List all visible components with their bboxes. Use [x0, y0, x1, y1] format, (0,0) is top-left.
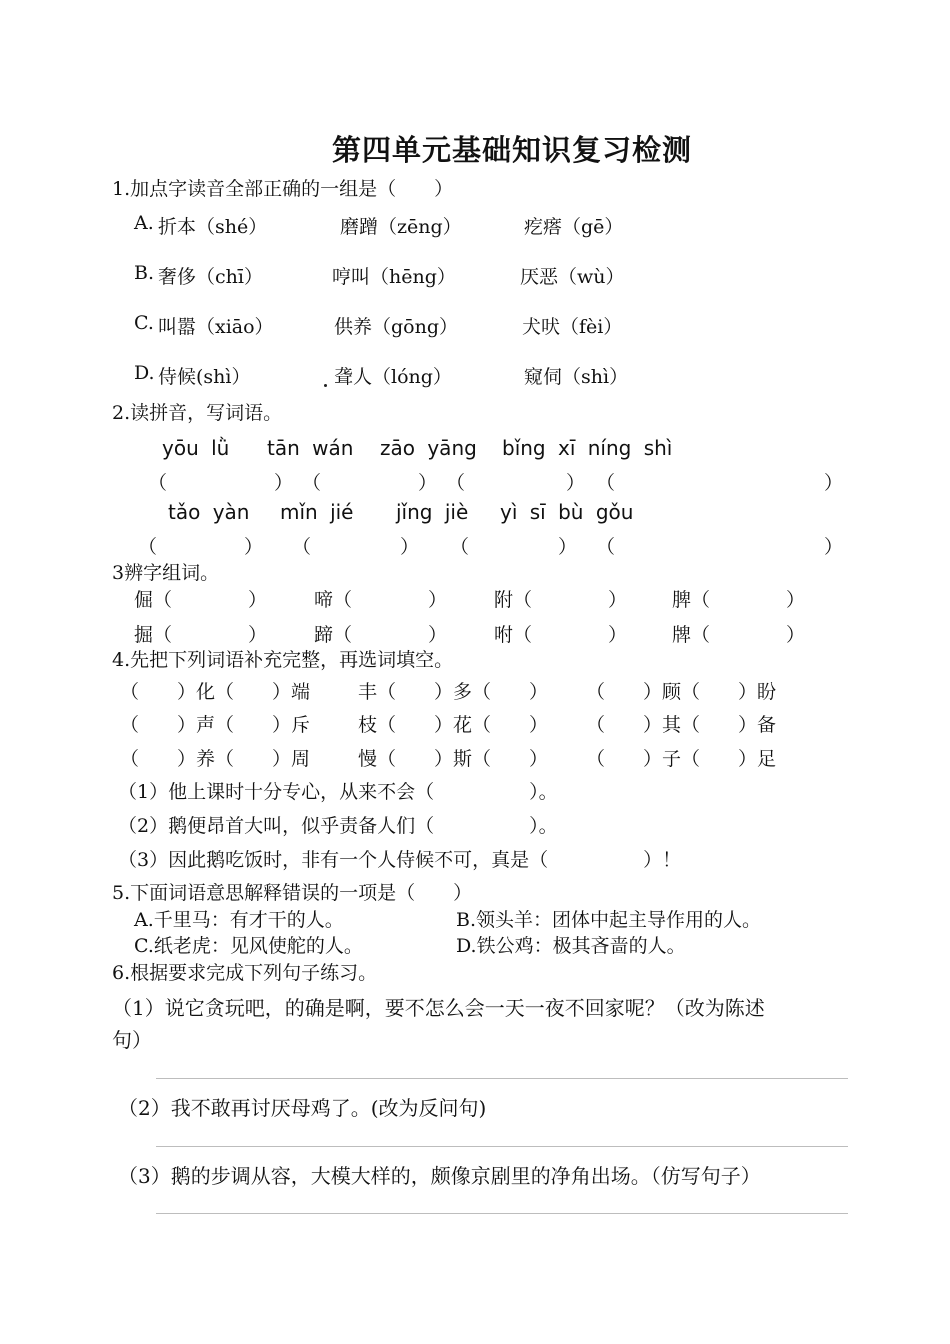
q1-option-d-3: 窥伺（shì）: [524, 366, 629, 388]
q3-stem: 3辨字组词。: [112, 562, 220, 584]
q6-answer-line-3[interactable]: [156, 1213, 848, 1214]
q3-item-5: 掘（ ）: [134, 624, 268, 646]
q6-item-1-line-1: （1）说它贪玩吧，的确是啊，要不怎么会一天一夜不回家呢？（改为陈述: [112, 996, 765, 1020]
q1-option-b-2: 哼叫（hēng）: [332, 266, 456, 288]
q4-idiom-9: （ ）子（ ）足: [586, 748, 777, 770]
q2-blank-1-open: （: [148, 472, 168, 494]
q2-pinyin-7: jǐng jiè: [396, 500, 469, 524]
q6-item-3: （3）鹅的步调从容，大模大样的，颇像京剧里的净角出场。（仿写句子）: [118, 1164, 761, 1188]
q1-option-d-label: D.: [134, 362, 155, 384]
q4-fill-3: （3）因此鹅吃饭时，非有一个人侍候不可，真是（ ）！: [118, 849, 682, 871]
q1-option-d-1: 侍候(shì）: [158, 366, 251, 388]
q4-idiom-4: （ ）声（ ）斥: [120, 714, 311, 736]
q6-item-2: （2）我不敢再讨厌母鸡了。(改为反问句): [118, 1096, 487, 1120]
q3-item-8: 牌（ ）: [672, 624, 806, 646]
page-title: 第四单元基础知识复习检测: [331, 133, 692, 167]
q2-blank-4-open: （: [596, 472, 616, 494]
q2-pinyin-5: tǎo yàn: [168, 500, 250, 524]
q5-option-d: D.铁公鸡：极其吝啬的人。: [456, 935, 686, 957]
q5-option-c: C.纸老虎：见风使舵的人。: [134, 935, 363, 957]
q4-idiom-8: 慢（ ）斯（ ）: [358, 748, 549, 770]
q4-fill-1: （1）他上课时十分专心，从来不会（ ）。: [118, 781, 558, 803]
q3-item-7: 咐（ ）: [494, 624, 628, 646]
q2-blank-3-open: （: [446, 472, 466, 494]
q2-blank-1-close: ）: [274, 472, 294, 494]
q2-pinyin-4: bǐng xī níng shì: [502, 436, 673, 460]
q4-idiom-1: （ ）化（ ）端: [120, 681, 311, 703]
q2-pinyin-3: zāo yāng: [380, 436, 477, 460]
q4-fill-2: （2）鹅便昂首大叫，似乎责备人们（ ）。: [118, 815, 558, 837]
emphasis-dot: [324, 384, 327, 387]
q1-option-c-2: 供养（gōng）: [334, 316, 459, 338]
q2-blank-2-close: ）: [418, 472, 438, 494]
q4-idiom-5: 枝（ ）花（ ）: [358, 714, 549, 736]
q1-option-a-2: 磨蹭（zēng）: [340, 216, 462, 238]
q4-idiom-7: （ ）养（ ）周: [120, 748, 311, 770]
q3-item-1: 倔（ ）: [134, 589, 268, 611]
q2-blank-8-close: ）: [824, 536, 844, 558]
q2-stem: 2.读拼音，写词语。: [112, 402, 283, 424]
q3-item-3: 附（ ）: [494, 589, 628, 611]
q6-answer-line-1[interactable]: [156, 1078, 848, 1079]
q2-pinyin-1: yōu lǜ: [162, 436, 230, 460]
q1-option-a-3: 疙瘩（gē）: [524, 216, 624, 238]
q1-stem: 1.加点字读音全部正确的一组是（ ）: [112, 178, 454, 200]
q2-blank-3-close: ）: [566, 472, 586, 494]
q5-option-b: B.领头羊：团体中起主导作用的人。: [456, 909, 762, 931]
q1-option-b-label: B.: [134, 262, 155, 284]
q2-blank-6-close: ）: [400, 536, 420, 558]
q1-option-a-label: A.: [134, 212, 154, 234]
q2-blank-6-open: （: [292, 536, 312, 558]
q1-option-b-3: 厌恶（wù）: [520, 266, 625, 288]
q2-blank-8-open: （: [596, 536, 616, 558]
q2-blank-2-open: （: [302, 472, 322, 494]
q4-idiom-3: （ ）顾（ ）盼: [586, 681, 777, 703]
q2-blank-7-close: ）: [558, 536, 578, 558]
q2-pinyin-8: yì sī bù gǒu: [500, 500, 634, 524]
q2-blank-7-open: （: [450, 536, 470, 558]
q2-blank-5-close: ）: [244, 536, 264, 558]
q4-stem: 4.先把下列词语补充完整，再选词填空。: [112, 649, 454, 671]
q1-option-d-2: 聋人（lóng）: [334, 366, 452, 388]
q3-item-2: 啼（ ）: [314, 589, 448, 611]
q1-option-b-1: 奢侈（chī）: [158, 266, 263, 288]
q4-idiom-6: （ ）其（ ）备: [586, 714, 777, 736]
q3-item-6: 蹄（ ）: [314, 624, 448, 646]
q2-blank-4-close: ）: [824, 472, 844, 494]
q2-pinyin-6: mǐn jié: [280, 500, 354, 524]
q6-item-1-line-2: 句）: [112, 1028, 152, 1052]
q2-pinyin-2: tān wán: [267, 436, 354, 460]
q6-answer-line-2[interactable]: [156, 1146, 848, 1147]
q1-option-c-1: 叫嚣（xiāo）: [158, 316, 274, 338]
q4-idiom-2: 丰（ ）多（ ）: [358, 681, 549, 703]
q1-option-c-label: C.: [134, 312, 154, 334]
q1-option-c-3: 犬吠（fèi）: [522, 316, 623, 338]
q3-item-4: 脾（ ）: [672, 589, 806, 611]
q2-blank-5-open: （: [138, 536, 158, 558]
q6-stem: 6.根据要求完成下列句子练习。: [112, 962, 378, 984]
q5-stem: 5.下面词语意思解释错误的一项是（ ）: [112, 882, 473, 904]
q5-option-a: A.千里马：有才干的人。: [134, 909, 344, 931]
q1-option-a-1: 折本（shé）: [158, 216, 268, 238]
